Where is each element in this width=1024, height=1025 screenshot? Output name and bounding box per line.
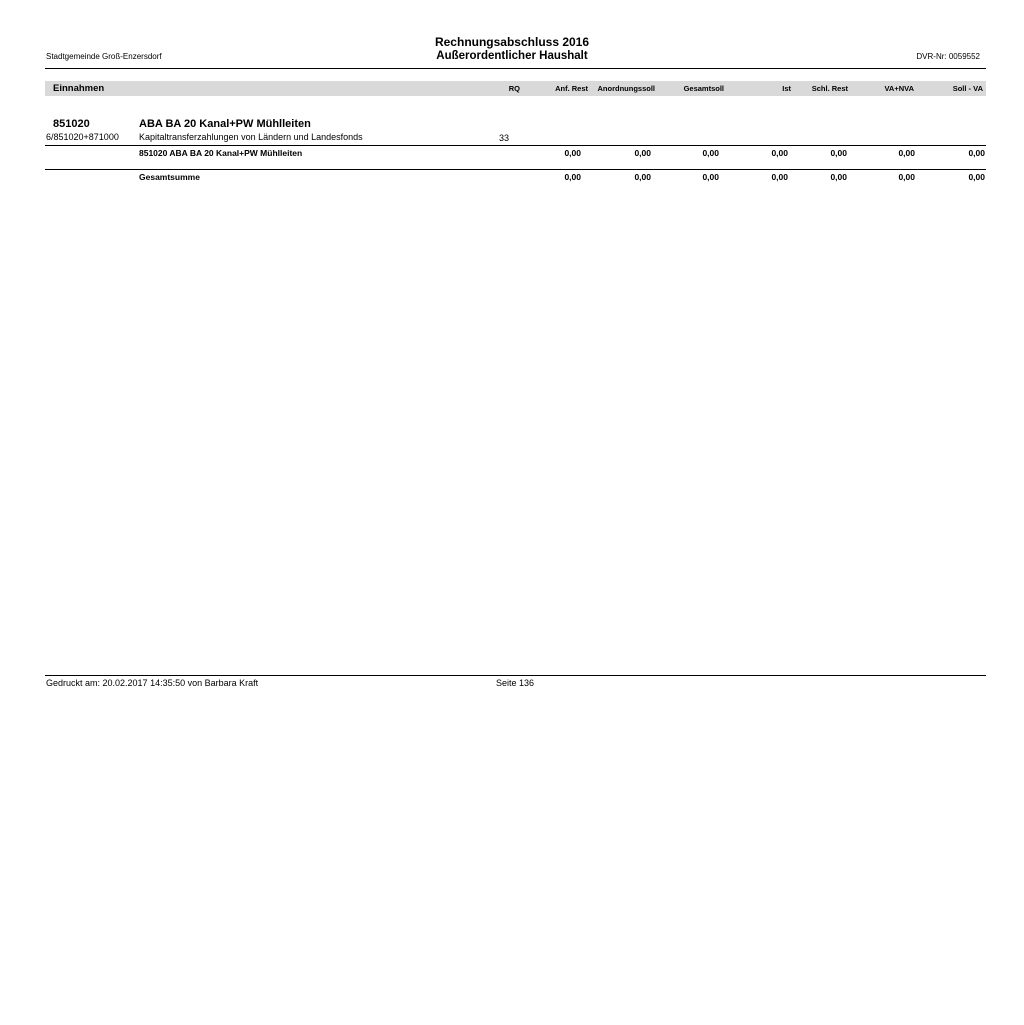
col-header-gesamtsoll: Gesamtsoll — [683, 84, 724, 93]
subtotal-gesamtsoll: 0,00 — [702, 148, 719, 158]
total-anf-rest: 0,00 — [564, 172, 581, 182]
section-number: 851020 — [53, 118, 90, 130]
col-header-va-nva: VA+NVA — [884, 84, 914, 93]
subtotal-anf-rest: 0,00 — [564, 148, 581, 158]
total-label: Gesamtsumme — [139, 172, 200, 182]
col-header-soll-va: Soll - VA — [952, 84, 983, 93]
print-info: Gedruckt am: 20.02.2017 14:35:50 von Barbara Kraft — [46, 678, 259, 688]
subtotal-ist: 0,00 — [771, 148, 788, 158]
total-schl-rest: 0,00 — [830, 172, 847, 182]
subtotal-soll-va: 0,00 — [968, 148, 985, 158]
col-header-anf-rest: Anf. Rest — [555, 84, 588, 93]
col-header-anordnungssoll: Anordnungssoll — [597, 84, 655, 93]
col-header-rq: RQ — [508, 84, 520, 93]
row-account-number: 6/851020+871000 — [46, 132, 119, 142]
total-anordnungssoll: 0,00 — [634, 172, 651, 182]
report-title: Rechnungsabschluss 2016 — [434, 35, 590, 49]
col-header-ist: Ist — [782, 84, 791, 93]
total-divider — [45, 169, 986, 170]
total-va-nva: 0,00 — [898, 172, 915, 182]
footer-divider — [45, 675, 986, 676]
header-divider — [45, 68, 986, 69]
row-rq: 33 — [499, 133, 510, 143]
report-subtitle: Außerordentlicher Haushalt — [436, 50, 588, 62]
total-soll-va: 0,00 — [968, 172, 985, 182]
subtotal-schl-rest: 0,00 — [830, 148, 847, 158]
col-header-schl-rest: Schl. Rest — [811, 84, 848, 93]
dvr-number: DVR-Nr: 0059552 — [916, 52, 980, 61]
total-gesamtsoll: 0,00 — [702, 172, 719, 182]
organization-name: Stadtgemeinde Groß-Enzersdorf — [46, 52, 162, 61]
subtotal-anordnungssoll: 0,00 — [634, 148, 651, 158]
page-number: Seite 136 — [496, 678, 535, 688]
section-type-label: Einnahmen — [53, 83, 105, 94]
subtotal-label: 851020 ABA BA 20 Kanal+PW Mühlleiten — [139, 148, 303, 158]
subtotal-divider — [45, 145, 986, 146]
section-name: ABA BA 20 Kanal+PW Mühlleiten — [139, 118, 311, 130]
row-description: Kapitaltransferzahlungen von Ländern und Landesfonds — [139, 132, 363, 142]
total-ist: 0,00 — [771, 172, 788, 182]
subtotal-va-nva: 0,00 — [898, 148, 915, 158]
